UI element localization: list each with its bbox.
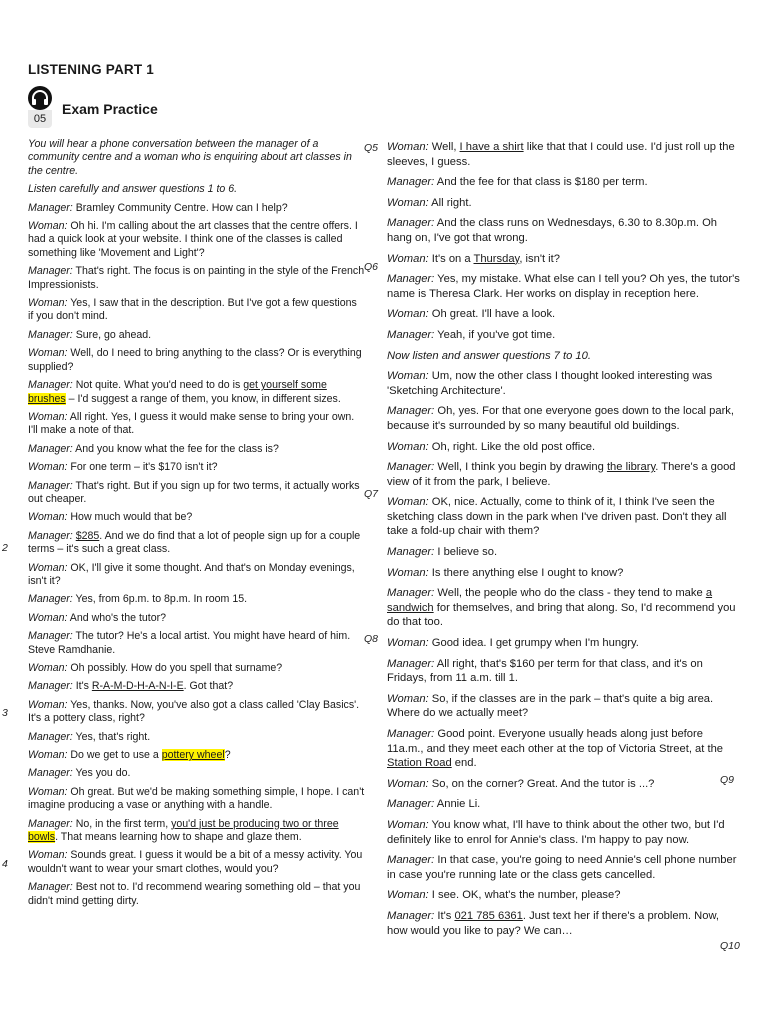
speaker-label: Woman:	[387, 440, 429, 453]
line-text: Annie Li.	[434, 798, 481, 811]
line-text: . And we do find that a lot of people sign up for a couple terms – it's such a great class.	[28, 529, 361, 556]
speaker-label: Woman:	[387, 370, 429, 383]
speaker-label: Woman:	[387, 252, 429, 265]
transcript-line	[28, 612, 365, 625]
answer-underline: Station Road	[387, 757, 452, 770]
transcript-line	[387, 853, 740, 882]
line-text: . Got that?	[183, 680, 234, 693]
speaker-label: Woman:	[387, 141, 429, 153]
instruction-text: Now listen and answer questions 7 to 10.	[387, 349, 591, 362]
speaker-label: Manager:	[28, 328, 73, 341]
transcript-line	[28, 818, 365, 845]
line-text: Good point. Everyone usually heads along just before 11a.m., and they meet each other at the top of Victoria Street, at the	[387, 728, 724, 755]
transcript-line	[387, 909, 740, 938]
transcript-line	[28, 593, 365, 606]
transcript-line	[387, 657, 740, 686]
transcript-line	[387, 818, 740, 847]
answer-underline: I have a shirt	[459, 141, 524, 153]
transcript-line	[387, 196, 740, 211]
answer-highlight: bowls	[28, 831, 56, 844]
answer-underline: you'd just be producing two or three	[171, 817, 339, 830]
question-marker: Q7	[364, 488, 379, 500]
speaker-label: Woman:	[28, 220, 68, 233]
question-marker: 2	[2, 542, 8, 554]
line-text: It's	[434, 909, 455, 922]
line-text: Oh possibly. How do you spell that surname?	[67, 662, 283, 674]
speaker-label: Manager:	[387, 798, 435, 811]
transcript-line	[387, 440, 740, 455]
transcript-line	[387, 777, 740, 792]
speaker-label: Manager:	[387, 405, 435, 418]
question-marker: Q5	[364, 142, 379, 154]
speaker-label: Manager:	[28, 265, 73, 278]
speaker-label: Manager:	[387, 273, 435, 286]
transcript-line	[28, 202, 365, 215]
line-text: That's right. But if you sign up for two terms, it actually works out cheaper.	[28, 479, 360, 505]
transcript-line	[28, 220, 365, 260]
line-text: Well,	[428, 141, 460, 153]
line-text: end.	[451, 757, 477, 770]
speaker-label: Woman:	[28, 698, 68, 711]
line-text: Good idea. I get grumpy when I'm hungry.	[428, 637, 639, 650]
line-text: , isn't it?	[519, 252, 560, 265]
line-text: Oh hi. I'm calling about the art classes that the centre offers. I had a quick look at your website. I think one of the classes is called something like 'Movement and Light'?	[28, 220, 358, 259]
speaker-label: Manager:	[28, 630, 73, 643]
transcript-line	[28, 749, 365, 762]
line-text: Um, now the other class I thought looked interesting was 'Sketching Architecture'.	[387, 370, 713, 397]
answer-underline: 021 785 6361	[454, 909, 523, 922]
line-text: So, on the corner? Great. And the tutor is ...?	[428, 777, 655, 790]
transcript-line	[387, 252, 740, 267]
line-text: Yes you do.	[72, 767, 131, 780]
transcript-line	[28, 562, 365, 589]
line-text: You know what, I'll have to think about the other two, but I'd definitely like to enrol for Annie's class. I'm happy to pay now.	[387, 818, 725, 846]
transcript-line	[28, 699, 365, 726]
speaker-label: Manager:	[28, 817, 73, 830]
question-marker: 3	[2, 707, 8, 719]
line-text: Yes, I saw that in the description. But I've got a few questions if you don't mind.	[28, 297, 357, 323]
line-text: It's	[72, 680, 92, 693]
speaker-label: Manager:	[387, 176, 435, 189]
transcript-line	[28, 461, 365, 474]
speaker-label: Woman:	[28, 461, 68, 474]
speaker-label: Woman:	[28, 561, 68, 574]
transcript-line	[28, 662, 365, 675]
transcript-line	[28, 767, 365, 780]
speaker-label: Woman:	[387, 308, 429, 321]
speaker-label: Manager:	[28, 529, 73, 542]
line-text: – I'd suggest a range of them, you know, in different sizes.	[65, 392, 341, 405]
line-text: ?	[224, 749, 231, 762]
speaker-label: Manager:	[28, 767, 73, 780]
transcript-line	[28, 443, 365, 456]
speaker-label: Woman:	[28, 297, 68, 310]
transcript-line	[387, 307, 740, 322]
line-text: Is there anything else I ought to know?	[428, 566, 624, 579]
question-marker: Q10	[720, 940, 740, 952]
audio-track-badge	[28, 86, 52, 128]
line-text: like that that I could use. I'd just roll up the sleeves, I guess.	[387, 141, 735, 168]
speaker-label: Woman:	[387, 692, 429, 705]
transcript-line	[387, 566, 740, 581]
instruction-text: Listen carefully and answer questions 1 to 6.	[28, 183, 238, 196]
line-text: No, in the first term,	[72, 817, 172, 830]
line-text: And the fee for that class is $180 per term.	[434, 176, 648, 189]
transcript-line	[28, 680, 365, 693]
line-text: And you know what the fee for the class is?	[72, 442, 279, 455]
speaker-label: Woman:	[28, 511, 68, 524]
page-subtitle: Exam Practice	[62, 101, 158, 117]
line-text: Bramley Community Centre. How can I help?	[72, 201, 288, 214]
line-text: So, if the classes are in the park – that's quite a big area. Where do we actually meet?	[387, 692, 714, 720]
speaker-label: Woman:	[28, 749, 68, 762]
line-text: Not quite. What you'd need to do is	[72, 379, 244, 392]
speaker-label: Manager:	[387, 461, 435, 474]
answer-underline: $285	[75, 529, 100, 542]
transcript-line	[28, 347, 365, 374]
speaker-label: Manager:	[387, 546, 435, 559]
transcript-line	[387, 216, 740, 245]
line-text: It's on a	[428, 252, 474, 265]
transcript-line	[387, 586, 740, 630]
line-text: Yes, my mistake. What else can I tell you? Oh yes, the tutor's name is Theresa Clark. Her works on display in reception here.	[387, 273, 740, 300]
speaker-label: Woman:	[387, 777, 429, 790]
question-marker: Q9	[720, 774, 735, 786]
line-text: All right, that's $160 per term for that class, and it's on Fridays, from 11 a.m. till 1.	[387, 657, 703, 685]
transcript-line	[387, 460, 740, 489]
speaker-label: Woman:	[387, 637, 429, 650]
speaker-label: Manager:	[387, 728, 435, 740]
speaker-label: Woman:	[28, 662, 68, 674]
speaker-label: Woman:	[387, 196, 429, 209]
line-text: How much would that be?	[67, 511, 193, 524]
transcript-line	[387, 888, 740, 903]
track-number: 05	[28, 110, 52, 128]
transcript-line	[387, 369, 740, 398]
line-text: Do we get to use a	[67, 749, 162, 762]
headphones-icon	[28, 86, 52, 110]
transcript-line	[387, 495, 740, 539]
answer-underline: a sandwich	[387, 587, 713, 614]
line-text: Well, the people who do the class - they tend to make	[434, 587, 706, 600]
line-text: Well, do I need to bring anything to the class? Or is everything supplied?	[28, 347, 362, 373]
transcript-left-column	[28, 138, 365, 913]
speaker-label: Manager:	[28, 593, 73, 606]
line-text: OK, nice. Actually, come to think of it, I think I've seen the sketching class down in the park when I've driven past. Don't they all take a fold-up chair with them?	[387, 496, 727, 538]
speaker-label: Woman:	[28, 849, 68, 862]
speaker-label: Woman:	[387, 889, 429, 902]
transcript-line	[28, 786, 365, 813]
speaker-label: Woman:	[28, 611, 68, 624]
line-text: Sure, go ahead.	[72, 328, 152, 341]
line-text: In that case, you're going to need Annie's cell phone number in case you're running late or the class gets cancelled.	[387, 854, 737, 881]
line-text: Yes, that's right.	[72, 730, 151, 743]
transcript-right-column	[387, 140, 740, 944]
transcript-line	[387, 797, 740, 812]
answer-underline: Thursday	[473, 252, 520, 265]
transcript-line	[28, 379, 365, 406]
transcript-line	[387, 328, 740, 343]
speaker-label: Woman:	[387, 496, 429, 509]
line-text: Well, I think you begin by drawing	[434, 461, 607, 474]
instruction-text: You will hear a phone conversation between the manager of a community centre and a woman who is enquiring about art classes in the centre.	[28, 138, 352, 177]
question-marker: Q6	[364, 261, 379, 273]
answer-underline: R-A-M-D-H-A-N-I-E	[91, 680, 184, 693]
line-text: Yes, from 6p.m. to 8p.m. In room 15.	[72, 593, 248, 606]
line-text: For one term – it's $170 isn't it?	[67, 461, 218, 474]
transcript-line	[387, 272, 740, 301]
transcript-line	[28, 511, 365, 524]
section-title: LISTENING PART 1	[28, 62, 154, 77]
answer-underline: the library	[606, 461, 656, 474]
question-marker: 4	[2, 858, 8, 870]
transcript-line	[387, 545, 740, 560]
line-text: That's right. The focus is on painting in the style of the French Impressionists.	[28, 265, 365, 291]
transcript-line	[28, 480, 365, 507]
line-text: Oh, yes. For that one everyone goes down to the local park, because it's surrounded by so many beautiful old buildings.	[387, 405, 735, 432]
transcript-line	[28, 630, 365, 657]
speaker-label: Woman:	[387, 818, 429, 831]
transcript-line	[28, 731, 365, 744]
transcript-line	[28, 265, 365, 292]
speaker-label: Manager:	[28, 479, 73, 492]
transcript-line	[28, 881, 365, 908]
question-marker: Q8	[364, 633, 379, 645]
transcript-line	[387, 404, 740, 433]
line-text: Yes, thanks. Now, you've also got a class called 'Clay Basics'. It's a pottery class, right?	[28, 698, 360, 725]
speaker-label: Woman:	[28, 347, 68, 360]
line-text: Sounds great. I guess it would be a bit of a messy activity. You wouldn't want to wear your smart clothes, would you?	[28, 849, 363, 875]
line-text: And the class runs on Wednesdays, 6.30 to 8.30p.m. Oh hang on, I've got that wrong.	[387, 217, 718, 244]
speaker-label: Manager:	[28, 442, 73, 455]
transcript-line	[387, 175, 740, 190]
line-text: I see. OK, what's the number, please?	[428, 889, 621, 902]
line-text: All right. Yes, I guess it would make sense to bring your own. I'll make a note of that.	[28, 410, 355, 437]
speaker-label: Manager:	[387, 587, 435, 600]
line-text: . There's a good view of it from the park, I believe.	[387, 461, 736, 488]
transcript-line	[28, 297, 365, 324]
speaker-label: Woman:	[387, 566, 429, 579]
transcript-line	[28, 329, 365, 342]
answer-underline: get yourself some	[243, 379, 327, 392]
transcript-line	[387, 140, 740, 169]
line-text: Yeah, if you've got time.	[434, 328, 556, 341]
line-text: OK, I'll give it some thought. And that's on Monday evenings, isn't it?	[28, 561, 355, 587]
speaker-label: Manager:	[387, 217, 435, 230]
line-text: All right.	[428, 196, 472, 209]
transcript-line	[28, 849, 365, 876]
speaker-label: Manager:	[28, 379, 73, 392]
transcript-line	[28, 411, 365, 438]
speaker-label: Manager:	[28, 680, 73, 693]
transcript-line	[387, 692, 740, 721]
speaker-label: Manager:	[387, 657, 435, 670]
speaker-label: Manager:	[387, 909, 435, 922]
line-text: And who's the tutor?	[67, 611, 167, 624]
transcript-line	[387, 727, 740, 771]
line-text: I believe so.	[434, 546, 498, 559]
line-text: Best not to. I'd recommend wearing something old – that you didn't mind getting dirty.	[28, 881, 361, 907]
speaker-label: Manager:	[28, 201, 73, 214]
line-text: Oh, right. Like the old post office.	[428, 440, 596, 453]
line-text: The tutor? He's a local artist. You might have heard of him. Steve Ramdhanie.	[28, 630, 351, 656]
speaker-label: Woman:	[28, 785, 68, 798]
line-text: Oh great. I'll have a look.	[428, 308, 556, 321]
line-text: for themselves, and bring that along. So, I'd recommend you do that too.	[387, 601, 736, 629]
speaker-label: Manager:	[387, 854, 435, 867]
line-text: . That means learning how to shape and glaze them.	[55, 831, 302, 844]
speaker-label: Woman:	[28, 410, 68, 423]
speaker-label: Manager:	[28, 730, 73, 743]
transcript-line	[28, 530, 365, 557]
speaker-label: Manager:	[387, 328, 435, 341]
line-text: Oh great. But we'd be making something simple, I hope. I can't imagine producing a vase or anything with a handle.	[28, 785, 365, 812]
speaker-label: Manager:	[28, 881, 73, 894]
answer-highlight: pottery wheel	[161, 749, 225, 762]
transcript-line	[387, 636, 740, 651]
line-text: . Just text her if there's a problem. Now, how would you like to pay? We can…	[387, 909, 720, 937]
answer-highlight: brushes	[28, 392, 66, 405]
